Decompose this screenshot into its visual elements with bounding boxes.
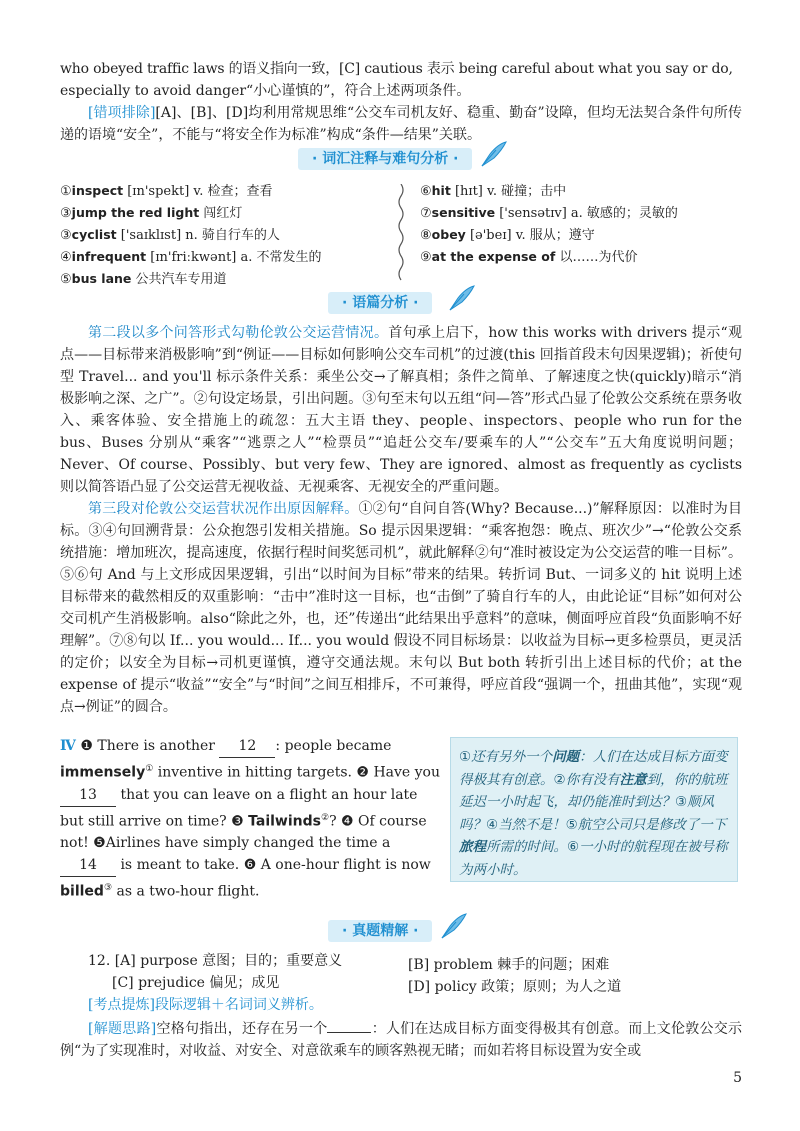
vocab-word: hit bbox=[431, 183, 451, 198]
translation-key-word: 问题 bbox=[552, 749, 580, 765]
footnote-1: ① bbox=[145, 764, 154, 774]
roman-numeral: Ⅳ bbox=[60, 738, 76, 754]
vocab-phonetic: ['sensətɪv] bbox=[499, 206, 567, 221]
intro-line-1: who obeyed traffic laws 的语义指向一致，[C] cautious 表示 being careful about what you say or do, bbox=[60, 61, 733, 77]
vocab-definition: v. 检查；查看 bbox=[193, 184, 273, 199]
vocab-title: · 词汇注释与难句分析 · bbox=[298, 148, 472, 170]
page-number: 5 bbox=[733, 1070, 742, 1086]
vocab-item bbox=[60, 180, 322, 202]
vocab-word: infrequent bbox=[71, 249, 147, 264]
vocab-phonetic: [hɪt] bbox=[454, 184, 483, 199]
passage-excerpt bbox=[60, 735, 440, 903]
jieti-text-a: 空格句指出，还存在另一个 bbox=[156, 1021, 328, 1037]
footnote-3: ③ bbox=[103, 883, 113, 894]
translation-part-5: 到，你的航班延迟一小时起飞，却仍能准时到达？③顺风吗？④当然不是！⑤航空公司只是修改了一下 bbox=[459, 771, 728, 833]
vocab-phonetic: [ɪn'spekt] bbox=[127, 184, 190, 199]
sentence-marker: ❹ bbox=[341, 813, 354, 830]
sentence-marker: ❻ bbox=[243, 857, 257, 874]
vocab-number: ⑦ bbox=[420, 206, 432, 221]
translation-key-word: 注意 bbox=[619, 771, 647, 788]
answer-banner bbox=[0, 918, 800, 944]
divider-wavy bbox=[395, 184, 407, 284]
vocab-phonetic: ['saɪklɪst] bbox=[120, 228, 182, 243]
sentence-marker: ❶ bbox=[80, 738, 93, 754]
sentence-1b: : people became bbox=[275, 738, 392, 754]
sentence-6b: as a two-hour flight. bbox=[116, 883, 260, 900]
vocab-phonetic: [ɪn'friːkwənt] bbox=[150, 250, 237, 265]
vocab-banner bbox=[0, 146, 800, 172]
question-number: 12. bbox=[88, 953, 111, 969]
para2-head: 第二段以多个问答形式勾勒伦敦公交运营情况。 bbox=[88, 325, 389, 341]
intro-line-2: especially to avoid danger“小心谨慎的”，符合上述两项条件。 bbox=[60, 83, 471, 99]
vocab-item bbox=[60, 202, 322, 224]
vocab-number: ⑧ bbox=[420, 228, 432, 243]
vocab-number: ④ bbox=[60, 250, 72, 265]
sentence-4: Of course not! bbox=[60, 813, 427, 852]
word-immensely: immensely bbox=[60, 764, 146, 781]
sentence-marker: ❸ bbox=[231, 813, 244, 830]
vocab-number: ⑥ bbox=[420, 184, 432, 199]
sentence-1a: There is another bbox=[97, 738, 215, 754]
vocab-phonetic: [ə'beɪ] bbox=[469, 228, 512, 243]
answer-blank bbox=[327, 1032, 371, 1033]
vocab-word: inspect bbox=[71, 183, 124, 198]
vocab-left-column bbox=[60, 180, 322, 290]
para2-body: 首句承上启下，how this works with drivers 提示“观点——目标带来消极影响”到“例证——目标如何影响公交车司机”的过渡(this 回指首段末句因果逻辑)；祈使句型 Travel... and you'll 标示条件关系：乘坐公交→了解真相；条件之简单、了解速度之快(quickly)暗示“消极影响之深、之广”。②句设定场景，引出问题。③句至末句以五组“问—答”形式凸显了伦敦公交系统在票务收入、乘客体验、安全措施上的疏忽：五大主语 they、people、inspectors、people who run for the bus、Buses 分别从“乘客”“逃票之人”“检票员”“追赶公交车/要乘车的人”“公交车”五大角度说明问题；Never、Of course、Possibly、but very few、They are ignored、almost as frequently as cyclists 则以简答语凸显了公交运营无视收益、无视乘客、无视安全的严重问题。 bbox=[60, 325, 742, 495]
vocab-item bbox=[60, 224, 322, 246]
blank-14[interactable]: 14 bbox=[60, 854, 116, 877]
para3-head: 第三段对伦敦公交运营状况作出原因解释。 bbox=[88, 501, 359, 517]
vocab-item bbox=[420, 202, 678, 224]
word-tailwinds: Tailwinds bbox=[248, 813, 321, 830]
vocab-word: bus lane bbox=[71, 271, 132, 286]
vocab-definition: 闯红灯 bbox=[203, 206, 243, 221]
vocab-definition: v. 服从；遵守 bbox=[515, 228, 595, 243]
kaodian-line bbox=[88, 994, 323, 1016]
vocab-definition: n. 骑自行车的人 bbox=[185, 228, 280, 243]
vocab-right-column bbox=[420, 180, 678, 268]
quill-icon bbox=[478, 140, 508, 170]
vocab-number: ① bbox=[60, 184, 72, 199]
sentence-2a: Have you bbox=[373, 764, 440, 781]
sentence-1c: inventive in hitting targets. bbox=[157, 764, 352, 781]
vocab-number: ⑨ bbox=[420, 250, 432, 265]
exclusion-text: [A]、[B]、[D]均利用常规思维“公交车司机友好、稳重、勤奋”设障，但均无法契合条件句所传递的语境“安全”，不能与“将安全作为标准”构成“条件—结果”关联。 bbox=[60, 105, 742, 143]
vocab-item bbox=[420, 224, 678, 246]
quill-icon bbox=[438, 912, 468, 942]
question-12-option-d[interactable]: [D] policy 政策；原则；为人之道 bbox=[408, 979, 622, 995]
sentence-marker: ❷ bbox=[356, 764, 369, 781]
discourse-banner bbox=[0, 290, 800, 316]
kaodian-tag: [考点提炼] bbox=[88, 997, 155, 1013]
question-12-option-c[interactable]: [C] prejudice 偏见；成见 bbox=[112, 975, 280, 991]
vocab-number: ⑤ bbox=[60, 272, 72, 287]
translation-box bbox=[450, 737, 738, 882]
discourse-paragraph-3 bbox=[60, 498, 742, 718]
discourse-paragraph-2 bbox=[60, 322, 742, 498]
question-12-option-a[interactable] bbox=[88, 950, 342, 972]
vocab-word: obey bbox=[431, 227, 466, 242]
vocab-definition: 以……为代价 bbox=[559, 250, 638, 265]
vocab-definition: a. 不常发生的 bbox=[240, 250, 322, 265]
discourse-title: · 语篇分析 · bbox=[328, 292, 432, 314]
vocab-definition: 公共汽车专用道 bbox=[135, 272, 227, 287]
blank-12[interactable]: 12 bbox=[219, 735, 275, 758]
quill-icon bbox=[446, 284, 476, 314]
vocab-word: cyclist bbox=[71, 227, 117, 242]
translation-part-7: 所需的时间。⑥一小时的航程现在被号称为两小时。 bbox=[459, 839, 728, 878]
sentence-marker: ❺ bbox=[93, 835, 106, 852]
vocab-item bbox=[60, 268, 322, 290]
footnote-2: ② bbox=[320, 812, 330, 823]
vocab-item bbox=[60, 246, 322, 268]
sentence-2b: that you can leave on a flight an hour late but still arrive on time? bbox=[60, 786, 418, 830]
vocab-word: jump the red light bbox=[71, 205, 200, 220]
sentence-3: ? bbox=[329, 813, 337, 830]
answer-title: · 真题精解 · bbox=[328, 920, 432, 942]
exclusion-tag: [错项排除] bbox=[88, 105, 156, 121]
translation-part-1: ①还有另外一个 bbox=[459, 749, 553, 765]
vocab-number: ③ bbox=[60, 228, 72, 243]
sentence-5b: is meant to take. bbox=[120, 857, 240, 874]
vocab-word: sensitive bbox=[431, 205, 496, 220]
jieti-text-b: ：人们在达成目标方面变得极其有创意。而上文伦敦公交示例“为了实现准时，对收益、对安全、对意欲乘车的顾客熟视无睹；而如若将目标设置为安全或 bbox=[60, 1021, 743, 1059]
vocab-item bbox=[420, 180, 678, 202]
jieti-tag: [解题思路] bbox=[88, 1021, 157, 1037]
vocab-definition: a. 敏感的；灵敏的 bbox=[570, 206, 678, 221]
vocab-list bbox=[60, 180, 750, 290]
vocab-definition: v. 碰撞；击中 bbox=[487, 184, 567, 199]
blank-13[interactable]: 13 bbox=[60, 784, 116, 807]
vocab-word: at the expense of bbox=[431, 249, 556, 264]
jieti-paragraph bbox=[60, 1018, 742, 1062]
para3-body: ①②句“自问自答(Why? Because...)”解释原因：以准时为目标。③④句回溯背景：公众抱怨引发相关措施。So 提示因果逻辑：“乘客抱怨：晚点、班次少”→“伦敦公交系统措施：增加班次，提高速度，依据行程时间奖惩司机”，就此解释②句“准时被设定为公交运营的唯一目标”。⑤⑥句 And 与上文形成因果逻辑，引出“以时间为目标”带来的结果。转折词 But、一词多义的 hit 说明上述目标带来的截然相反的双重影响：“击中”准时这一目标，也“击倒”了骑自行车的人，由此论证“目标”如何对公交司机产生消极影响。also“除此之外，也，还”传递出“此结果出乎意料”的意味，侧面呼应首段“负面影响不好理解”。⑦⑧句以 If... you would... If... you would 假设不同目标场景：以收益为目标→更多检票员，更灵活的定价；以安全为目标→司机更谨慎，遵守交通法规。末句以 But both 转折引出上述目标的代价；at the expense of 提示“收益”“安全”与“时间”之间互相排斥，不可兼得，呼应首段“强调一个，扭曲其他”，实现“观点→例证”的圆合。 bbox=[60, 501, 743, 715]
vocab-item bbox=[420, 246, 678, 268]
question-12-option-b[interactable]: [B] problem 棘手的问题；困难 bbox=[408, 957, 610, 973]
translation-part-3: ：人们在达成目标方面变得极其有创意。②你有没有 bbox=[459, 749, 728, 788]
intro-paragraph bbox=[60, 58, 742, 102]
translation-key-word: 旅程 bbox=[459, 839, 486, 855]
sentence-6a: A one-hour flight is now bbox=[260, 857, 431, 874]
vocab-number: ③ bbox=[60, 206, 72, 221]
word-billed: billed bbox=[60, 883, 104, 900]
exclusion-paragraph bbox=[60, 102, 742, 146]
kaodian-text: 段际逻辑＋名词词义辨析。 bbox=[154, 997, 323, 1013]
sentence-5a: Airlines have simply changed the time a bbox=[105, 835, 391, 852]
option-a-text: [A] purpose 意图；目的；重要意义 bbox=[114, 953, 343, 969]
